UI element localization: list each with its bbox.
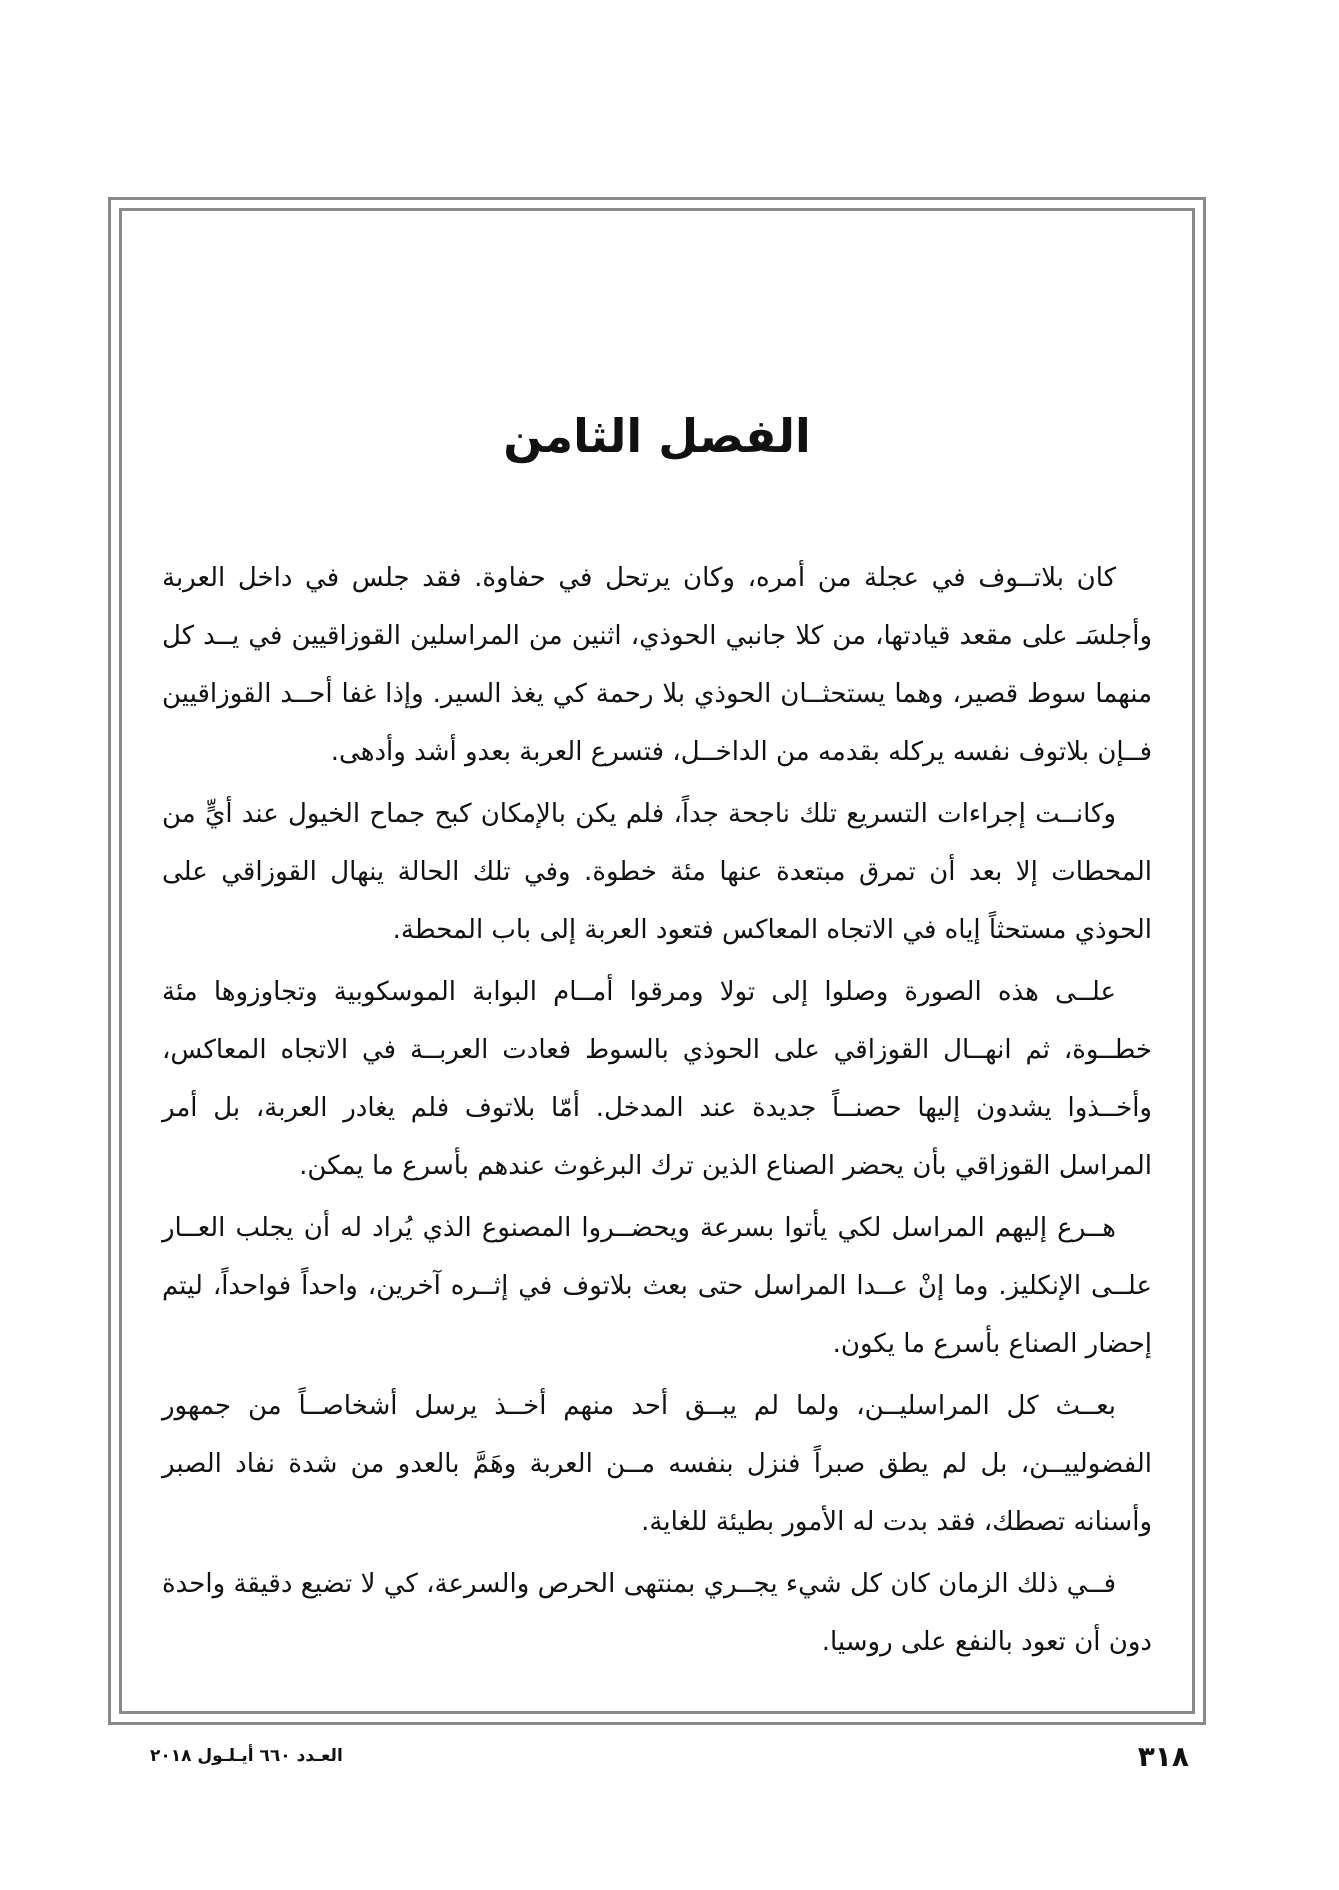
paragraph-5: بعــث كل المراسليــن، ولما لم يبــق أحد منهم أخــذ يرسل أشخاصــاً من جمهور الفضولييــن، بل لم يطق صبراً فنزل بنفسه مــن العربة وهَمَّ بالعدو من شدة نفاد الصبر وأسنانه تصطك، فقد بدت له الأمور بطيئة للغاية. bbox=[162, 1391, 1152, 1537]
page-number: ٣١٨ bbox=[1137, 1740, 1189, 1773]
paragraph-4: هــرع إليهم المراسل لكي يأتوا بسرعة ويحضــروا المصنوع الذي يُراد له أن يجلب العــار علــى الإنكليز. وما إنْ عــدا المراسل حتى بعث بلاتوف في إثــره آخرين، واحداً فواحداً، ليتم إحضار الصناع بأسرع ما يكون. bbox=[162, 1213, 1152, 1359]
body-text bbox=[162, 549, 1152, 1675]
paragraph-1: كان بلاتــوف في عجلة من أمره، وكان يرتحل في حفاوة. فقد جلس في داخل العربة وأجلسَـ على مقعد قيادتها، من كلا جانبي الحوذي، اثنين من المراسلين القوزاقيين في يــد كل منهما سوط قصير، وهما يستحثــان الحوذي بلا رحمة كي يغذ السير. وإذا غفا أحــد القوزاقيين فــإن بلاتوف نفسه يركله بقدمه من الداخــل، فتسرع العربة بعدو أشد وأدهى. bbox=[162, 563, 1152, 767]
chapter-title: الفصل الثامن bbox=[503, 409, 811, 463]
paragraph-2: وكانــت إجراءات التسريع تلك ناجحة جداً، فلم يكن بالإمكان كبح جماح الخيول عند أيٍّ من المحطات إلا بعد أن تمرق مبتعدة عنها مئة خطوة. وفي تلك الحالة ينهال القوزاقي على الحوذي مستحثاً إياه في الاتجاه المعاكس فتعود العربة إلى باب المحطة. bbox=[162, 799, 1152, 945]
paragraph-3: علــى هذه الصورة وصلوا إلى تولا ومرقوا أمــام البوابة الموسكوبية وتجاوزوها مئة خطــوة، ثم انهــال القوزاقي على الحوذي بالسوط فعادت العربــة في الاتجاه المعاكس، وأخــذوا يشدون إليها حصنــاً جديدة عند المدخل. أمّا بلاتوف فلم يغادر العربة، بل أمر المراسل القوزاقي بأن يحضر الصناع الذين ترك البرغوث عندهم بأسرع ما يمكن. bbox=[162, 977, 1152, 1181]
page-border-outer bbox=[108, 197, 1206, 1725]
issue-info: العـدد ٦٦٠ أيـلـول ٢٠١٨ bbox=[150, 1746, 343, 1766]
page-footer bbox=[150, 1740, 1189, 1780]
paragraph-6: فــي ذلك الزمان كان كل شيء يجــري بمنتهى الحرص والسرعة، كي لا تضيع دقيقة واحدة دون أن تعود بالنفع على روسيا. bbox=[162, 1569, 1152, 1657]
page-border-inner bbox=[119, 208, 1195, 1714]
